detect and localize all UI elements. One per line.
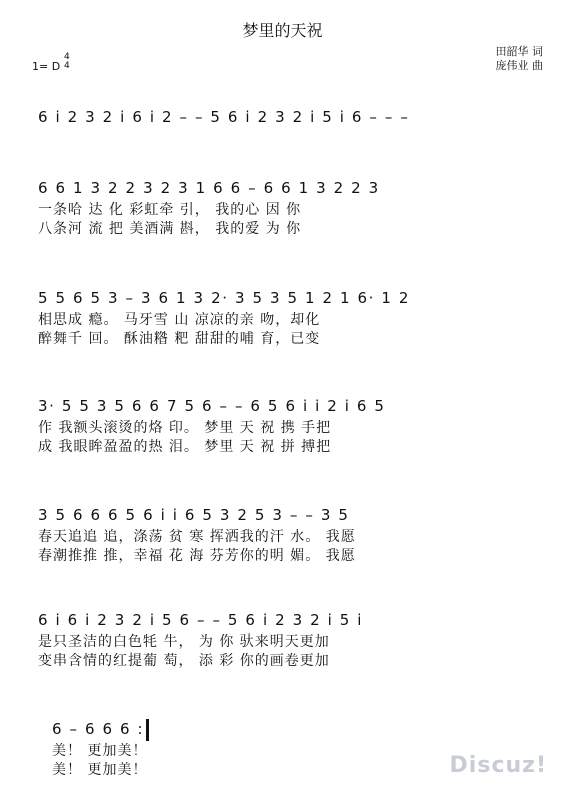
notation-line: 3· 5 5 3 5 6 6 7 5 6 – – 6 5 6 i i 2 i 6 5 [38, 397, 386, 415]
notation-line: 5 5 6 5 3 – 3 6 1 3 2· 3 5 3 5 1 2 1 6· 1 2 [38, 289, 411, 307]
key-signature: 1= D [32, 60, 61, 73]
notation-line: 6 i 2 3 2 i 6 i 2 – – 5 6 i 2 3 2 i 5 i 6 – – – [38, 108, 410, 126]
credits [496, 45, 544, 73]
score-system-2 [38, 175, 528, 239]
notation-line: 3 5 6 6 6 5 6 i i 6 5 3 2 5 3 – – 3 5 [38, 506, 350, 524]
watermark-logo: Discuz! [449, 753, 547, 778]
lyricist-credit: 田韶华 词 [495, 45, 543, 58]
composer-credit: 庞伟业 曲 [495, 59, 543, 72]
score-system-5 [38, 502, 528, 566]
lyric-verse-2: 八条河 流 把 美酒满 斟， 我的爱 为 你 [38, 221, 302, 237]
score-system-6 [38, 607, 528, 671]
score-system-7 [52, 716, 252, 780]
time-signature-bottom: 4 [64, 61, 70, 71]
lyric-verse-1: 一条哈 达 化 彩虹牵 引， 我的心 因 你 [38, 202, 302, 218]
notation-line [52, 716, 252, 742]
song-title: 梦里的天祝 [242, 21, 323, 40]
score-system-1 [38, 104, 528, 130]
notation-line: 6 6 1 3 2 2 3 2 3 1 6 6 – 6 6 1 3 2 2 3 [38, 179, 380, 197]
lyric-verse-2: 美！ 更加美！ [52, 762, 148, 778]
lyric-verse-1: 相思成 瘾。 马牙雪 山 凉凉的亲 吻，却化 [38, 312, 321, 328]
lyric-verse-2: 成 我眼眸盈盈的热 泪。 梦里 天 祝 拼 搏把 [38, 439, 332, 455]
time-signature [64, 53, 70, 71]
lyric-verse-1: 美！ 更加美！ [52, 743, 148, 759]
score-system-4 [38, 393, 528, 457]
lyric-verse-1: 作 我额头滚烫的烙 印。 梦里 天 祝 携 手把 [38, 420, 332, 436]
notation-line: 6 i 6 i 2 3 2 i 5 6 – – 5 6 i 2 3 2 i 5 i [38, 611, 364, 629]
repeat-end-barline [146, 719, 149, 741]
final-notes: 6 – 6 6 6 : [52, 720, 145, 738]
lyric-verse-2: 醉舞千 回。 酥油糌 粑 甜甜的哺 育，已变 [38, 331, 321, 347]
lyric-verse-2: 变串含情的红提葡 萄， 添 彩 你的画卷更加 [38, 653, 330, 669]
lyric-verse-1: 是只圣洁的白色牦 牛， 为 你 驮来明天更加 [38, 634, 330, 650]
time-signature-top: 4 [64, 52, 70, 62]
score-system-3 [38, 285, 528, 349]
lyric-verse-2: 春潮推推 推，幸福 花 海 芬芳你的明 媚。 我愿 [38, 548, 356, 564]
lyric-verse-1: 春天追追 追，涤荡 贫 寒 挥洒我的汗 水。 我愿 [38, 529, 356, 545]
